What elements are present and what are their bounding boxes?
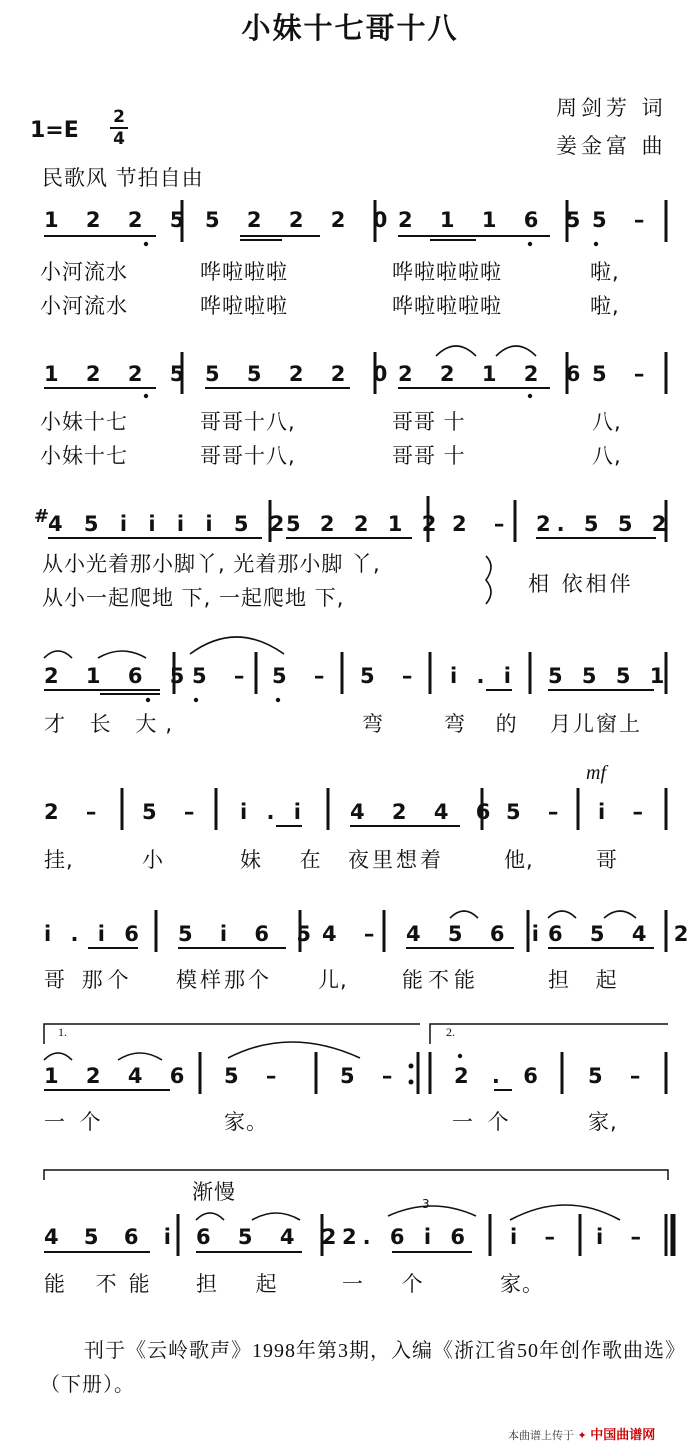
line1-lyric1-a: 小河流水	[40, 260, 128, 284]
line6-measure1-notes: i . i 6	[44, 922, 145, 946]
watermark-prefix: 本曲谱上传于	[508, 1429, 574, 1442]
line8-lyric-a: 能 不能	[44, 1272, 162, 1296]
line5-measure5-notes: 5 –	[506, 800, 569, 824]
line7-measure5-notes: 5 –	[588, 1064, 651, 1088]
line5-measure4-notes: 4 2 4 6	[350, 800, 501, 824]
line7-measure3-notes: 5 –	[340, 1064, 403, 1088]
style-tempo-marking: 民歌风 节拍自由	[42, 166, 204, 190]
line3-measure4-notes: 2. 5 5 2	[536, 512, 673, 536]
line6-lyric-a: 哥 那个	[44, 968, 134, 992]
key-signature: 1=E	[30, 118, 79, 143]
line4-measure6-notes: 5 5 5 1	[548, 664, 671, 688]
line1-lyric2-b: 哗啦啦啦	[200, 294, 288, 318]
composer-credit: 姜金富 曲	[556, 134, 667, 158]
line2-lyric1-a: 小妹十七	[40, 410, 128, 434]
line6-lyric-b: 模样那个	[176, 968, 272, 992]
line5-measure2-notes: 5 –	[142, 800, 205, 824]
time-signature-top: 2	[113, 107, 125, 127]
line1-measure1-notes: 1 2 2 5	[44, 208, 195, 232]
line3-lyric2: 从小一起爬地 下, 一起爬地 下,	[42, 586, 345, 610]
line8-measure3-notes: 2. 6 i 6	[342, 1225, 471, 1249]
line7-lyric-b: 家。	[224, 1110, 268, 1134]
line6-measure4-notes: 4 5 6 i	[406, 922, 549, 946]
line4-measure3-notes: 5 –	[272, 664, 335, 688]
publication-note: 刊于《云岭歌声》1998年第3期，入编《浙江省50年创作歌曲选》（下册）。	[40, 1340, 676, 1396]
line7-lyric-c: 一 个	[452, 1110, 513, 1134]
underlines	[44, 236, 656, 1252]
line7-measure2-notes: 5 –	[224, 1064, 287, 1088]
repeat-dots	[409, 1064, 414, 1085]
time-signature-bottom: 4	[113, 129, 125, 149]
line5-measure6-notes: i –	[598, 800, 654, 824]
line8-lyric-c: 一 个	[342, 1272, 439, 1296]
line6-lyric-d: 能不能	[402, 968, 480, 992]
line4-lyric-b: 弯	[362, 712, 384, 736]
line3-side-lyric: 相 依相伴	[528, 572, 634, 596]
line2-lyric2-a: 小妹十七	[40, 444, 128, 468]
line2-lyric1-d: 八,	[592, 410, 622, 434]
line2-measure1-notes: 1 2 2 5	[44, 362, 195, 386]
line8-lyric-d: 家。	[500, 1272, 544, 1296]
line7-measure4-notes: 2 . 6	[454, 1064, 546, 1088]
line1-lyric2-a: 小河流水	[40, 294, 128, 318]
line8-measure5-notes: i –	[596, 1225, 652, 1249]
line4-measure4-notes: 5 –	[360, 664, 423, 688]
line3-sharp: #	[34, 506, 50, 527]
tempo-mark-rit: 渐慢	[192, 1180, 236, 1204]
line5-measure3-notes: i . i	[240, 800, 307, 824]
line5-lyric-c: 妹 在	[240, 848, 337, 872]
line8-measure2-notes: 6 5 4 2	[196, 1225, 347, 1249]
line2-measure4-notes: 5 –	[592, 362, 655, 386]
line2-lyric2-d: 八,	[592, 444, 622, 468]
line1-lyric2-c: 哗啦啦啦啦	[392, 294, 502, 318]
line3-measure3-notes: 2 –	[452, 512, 515, 536]
line4-measure1-notes: 2 1 6 5	[44, 664, 195, 688]
bar-lines	[122, 200, 673, 1256]
line4-lyric-c: 弯 的	[444, 712, 529, 736]
lyricist-credit: 周剑芳 词	[556, 96, 667, 120]
line4-measure5-notes: i . i	[450, 664, 517, 688]
song-title: 小妹十七哥十八	[241, 11, 459, 45]
line5-lyric-e: 他,	[504, 848, 534, 872]
line1-measure2-notes: 5 2 2 2 0	[205, 208, 398, 232]
volta-1-label: 1.	[58, 1025, 67, 1039]
line5-lyric-a: 挂,	[44, 848, 74, 872]
line1-lyric2-d: 啦,	[590, 294, 620, 318]
line5-lyric-f: 哥	[596, 848, 618, 872]
line1-lyric1-d: 啦,	[590, 260, 620, 284]
line1-lyric1-c: 哗啦啦啦啦	[392, 260, 502, 284]
volta-2-label: 2.	[446, 1025, 455, 1039]
line2-lyric2-c: 哥哥 十	[392, 444, 466, 468]
line2-measure2-notes: 5 5 2 2 0	[205, 362, 398, 386]
line2-measure3-notes: 2 2 1 2 6	[398, 362, 591, 386]
line8-lyric-b: 担 起	[196, 1272, 293, 1296]
line5-lyric-b: 小	[142, 848, 164, 872]
line2-lyric1-c: 哥哥 十	[392, 410, 466, 434]
line1-lyric1-b: 哗啦啦啦	[200, 260, 288, 284]
watermark-site: 中国曲谱网	[590, 1428, 656, 1443]
dynamic-mf: mf	[586, 762, 606, 784]
line6-lyric-e: 担 起	[548, 968, 627, 992]
line3-measure2-notes: 5 2 2 1 2	[286, 512, 443, 536]
line2-lyric2-b: 哥哥十八,	[200, 444, 296, 468]
line1-measure4-notes: 5 –	[592, 208, 655, 232]
line8-measure4-notes: i –	[510, 1225, 566, 1249]
volta-brackets	[44, 1024, 668, 1180]
line4-lyric-d: 月儿窗上	[550, 712, 642, 736]
line6-lyric-c: 儿,	[318, 968, 348, 992]
line5-lyric-d: 夜里想着	[348, 848, 444, 872]
triplet-label: 3	[422, 1197, 430, 1211]
line6-measure3-notes: 4 –	[322, 922, 385, 946]
octave-dots	[144, 242, 598, 1058]
line4-lyric-a: 才 长 大,	[44, 712, 182, 736]
line7-measure1-notes: 1 2 4 6	[44, 1064, 195, 1088]
line8-measure1-notes: 4 5 6 i	[44, 1225, 180, 1249]
watermark-logo-icon: ✦	[577, 1429, 587, 1442]
line3-measure1-notes: 4 5 i i i i 5 2	[48, 512, 292, 536]
line1-measure3-notes: 2 1 1 6 5	[398, 208, 591, 232]
line7-lyric-d: 家,	[588, 1110, 618, 1134]
line5-measure1-notes: 2 –	[44, 800, 107, 824]
slurs	[44, 346, 636, 1220]
line7-lyric-a: 一 个	[44, 1110, 105, 1134]
line3-lyric1: 从小光着那小脚丫, 光着那小脚 丫,	[42, 552, 381, 576]
line4-measure2-notes: 5 –	[192, 664, 255, 688]
line2-lyric1-b: 哥哥十八,	[200, 410, 296, 434]
line6-measure2-notes: 5 i 6 5	[178, 922, 321, 946]
line6-measure5-notes: 6 5 4 2	[548, 922, 699, 946]
